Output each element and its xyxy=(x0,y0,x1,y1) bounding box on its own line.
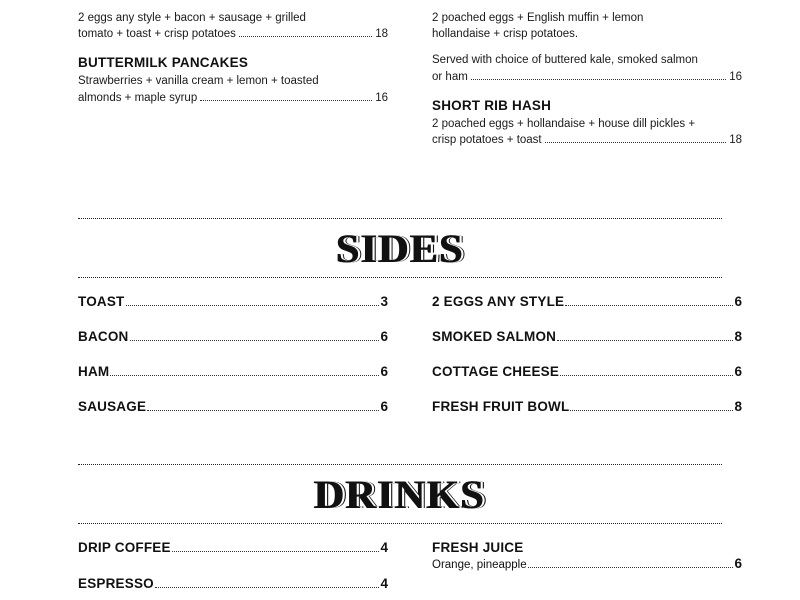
side-item xyxy=(78,329,388,344)
drink-price: 4 xyxy=(380,575,388,591)
side-price: 6 xyxy=(380,328,388,344)
item-desc-line: hollandaise + crisp potatoes. xyxy=(432,28,579,40)
dot-leader xyxy=(130,340,380,341)
menu-item xyxy=(78,0,388,42)
item-desc-line-with-price xyxy=(432,132,742,148)
side-price: 6 xyxy=(380,398,388,414)
side-name: TOAST xyxy=(78,293,125,309)
item-desc-line: 2 poached eggs + hollandaise + house dill pickles + xyxy=(432,117,696,130)
item-title: SHORT RIB HASH xyxy=(432,97,552,113)
drinks-grid xyxy=(78,539,742,600)
section-sides xyxy=(78,218,742,434)
section-heading-text: SIDES xyxy=(336,225,464,271)
side-item xyxy=(432,364,742,379)
top-items-columns xyxy=(78,0,742,162)
item-price: 16 xyxy=(729,70,742,83)
dot-leader xyxy=(110,375,379,376)
section-drinks xyxy=(78,464,742,600)
dot-leader xyxy=(528,567,734,568)
dot-leader xyxy=(545,142,727,143)
side-price: 6 xyxy=(380,363,388,379)
sides-grid xyxy=(78,293,742,434)
section-heading xyxy=(78,219,722,277)
drink-price: 6 xyxy=(734,555,742,571)
dot-leader xyxy=(155,587,380,588)
side-item xyxy=(78,294,388,309)
drink-price: 4 xyxy=(380,539,388,555)
drink-item xyxy=(432,540,742,574)
item-price: 18 xyxy=(375,28,388,40)
clipped-item-description xyxy=(78,0,388,26)
side-price: 6 xyxy=(734,363,742,379)
dot-leader xyxy=(172,551,380,552)
side-item xyxy=(432,329,742,344)
dot-leader xyxy=(200,100,372,101)
item-desc-line-with-price xyxy=(78,90,388,106)
side-price: 3 xyxy=(380,293,388,309)
drink-name: DRIP COFFEE xyxy=(78,539,171,555)
top-items-right-column xyxy=(432,0,742,162)
dot-leader xyxy=(565,305,733,306)
item-desc-line: or ham xyxy=(432,70,468,83)
item-desc-line: 2 eggs any style + bacon + sausage + grilled xyxy=(78,11,306,24)
item-desc-line: almonds + maple syrup xyxy=(78,91,198,104)
item-price: 18 xyxy=(729,134,742,147)
side-name: BACON xyxy=(78,328,129,344)
item-desc-line: tomato + toast + crisp potatoes xyxy=(78,28,236,40)
side-price: 6 xyxy=(734,293,742,309)
item-desc-line: Strawberries + vanilla cream + lemon + toasted xyxy=(78,75,319,88)
section-heading xyxy=(78,465,722,523)
item-desc-line: 2 poached eggs + English muffin + lemon xyxy=(432,11,644,24)
section-divider-bottom xyxy=(78,277,722,278)
item-desc-line-with-price xyxy=(78,26,388,42)
side-name: SAUSAGE xyxy=(78,398,147,414)
side-name: FRESH FRUIT BOWL xyxy=(432,398,570,414)
item-price: 16 xyxy=(375,91,388,104)
section-heading-text: DRINKS xyxy=(314,471,486,517)
side-item xyxy=(78,364,388,379)
drinks-left-column xyxy=(78,540,388,600)
menu-item xyxy=(432,98,742,149)
item-desc-line: Served with choice of buttered kale, smoked salmon xyxy=(432,54,698,67)
item-desc-line-with-price xyxy=(432,69,742,85)
side-name: HAM xyxy=(78,363,110,379)
dot-leader xyxy=(126,305,380,306)
section-divider-bottom xyxy=(78,523,722,524)
dot-leader xyxy=(560,375,733,376)
drink-item xyxy=(78,576,388,591)
sides-right-column xyxy=(432,294,742,434)
side-name: COTTAGE CHEESE xyxy=(432,363,560,379)
dot-leader xyxy=(557,340,733,341)
drink-description: Orange, pineapple xyxy=(432,558,527,571)
sides-left-column xyxy=(78,294,388,434)
side-name: SMOKED SALMON xyxy=(432,328,557,344)
side-item xyxy=(432,294,742,309)
item-title: BUTTERMILK PANCAKES xyxy=(78,55,249,71)
clipped-item-description xyxy=(432,0,742,26)
drink-description-row xyxy=(432,555,742,574)
drink-name: ESPRESSO xyxy=(78,575,154,591)
drink-item xyxy=(78,540,388,555)
menu-item xyxy=(78,55,388,106)
top-items-left-column xyxy=(78,0,388,119)
dot-leader xyxy=(239,36,372,37)
menu-item xyxy=(432,0,742,85)
drinks-right-column xyxy=(432,540,742,600)
drink-name: FRESH JUICE xyxy=(432,539,524,555)
side-item xyxy=(432,399,742,414)
dot-leader xyxy=(147,410,379,411)
side-name: 2 EGGS ANY STYLE xyxy=(432,293,565,309)
side-price: 8 xyxy=(734,328,742,344)
side-price: 8 xyxy=(734,398,742,414)
dot-leader xyxy=(570,410,733,411)
item-desc-line: crisp potatoes + toast xyxy=(432,134,542,147)
dot-leader xyxy=(471,79,726,80)
side-item xyxy=(78,399,388,414)
